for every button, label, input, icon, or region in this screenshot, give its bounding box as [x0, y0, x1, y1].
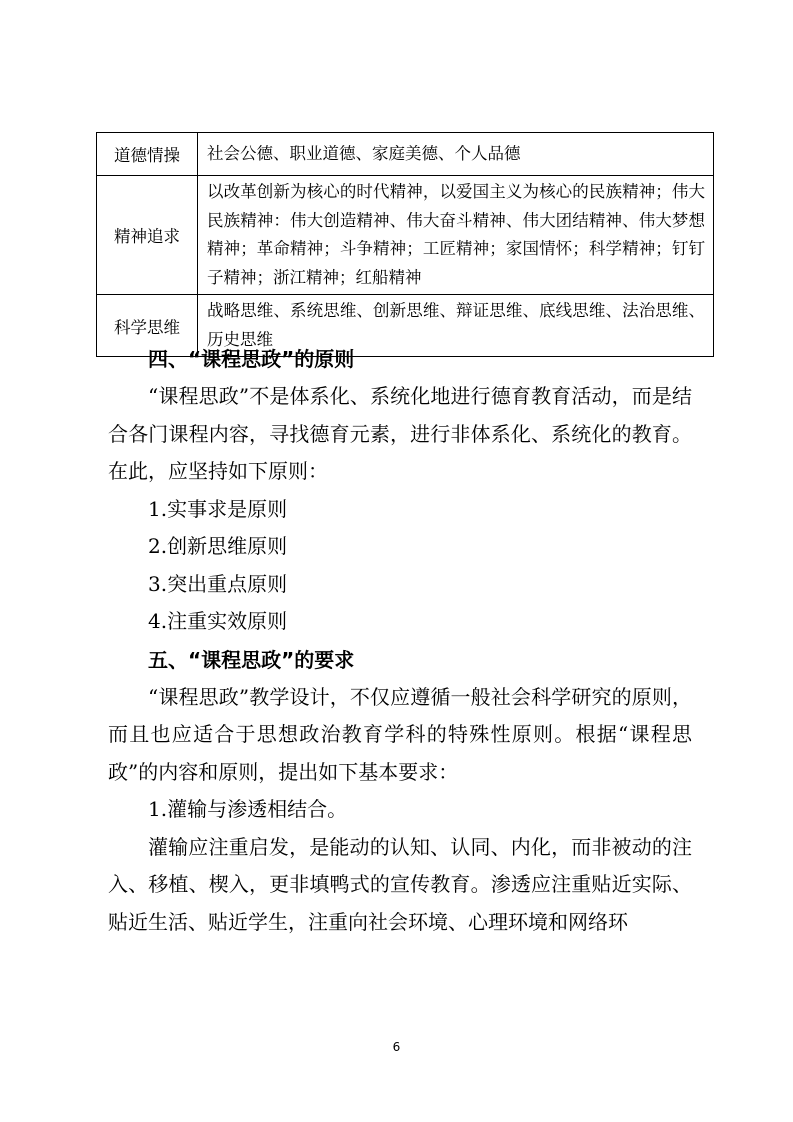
category-cell: 科学思维 — [97, 295, 198, 357]
table-row — [97, 133, 714, 176]
content-cell: 战略思维、系统思维、创新思维、辩证思维、底线思维、法治思维、历史思维 — [198, 295, 714, 357]
content-cell: 社会公德、职业道德、家庭美德、个人品德 — [198, 133, 714, 176]
paragraph: “课程思政”教学设计，不仅应遵循一般社会科学研究的原则，而且也应适合于思想政治教育学科的特殊性原则。根据“课程思政”的内容和原则，提出如下基本要求： — [108, 684, 692, 784]
category-cell: 道德情操 — [97, 133, 198, 176]
values-table — [96, 132, 714, 357]
list-item: 4.注重实效原则 — [148, 609, 288, 633]
list-item: 1.实事求是原则 — [148, 496, 288, 521]
list-item: 3.突出重点原则 — [148, 571, 288, 596]
page-number: 6 — [392, 1040, 401, 1054]
list-item: 2.创新思维原则 — [148, 534, 288, 558]
list-item: 1.灌输与渗透相结合。 — [148, 797, 348, 821]
category-cell: 精神追求 — [97, 176, 198, 295]
section-heading: 四、“课程思政”的原则 — [148, 347, 355, 371]
table-row — [97, 176, 714, 295]
content-cell: 以改革创新为核心的时代精神，以爱国主义为核心的民族精神；伟大民族精神：伟大创造精神、伟大奋斗精神、伟大团结精神、伟大梦想精神；革命精神；斗争精神；工匠精神；家国情怀；科学精神；钉钉子精神；浙江精神；红船精神 — [198, 176, 714, 295]
paragraph: 灌输应注重启发，是能动的认知、认同、内化，而非被动的注入、移植、楔入，更非填鸭式的宣传教育。渗透应注重贴近实际、贴近生活、贴近学生，注重向社会环境、心理环境和网络环 — [108, 834, 692, 934]
paragraph: “课程思政”不是体系化、系统化地进行德育教育活动，而是结合各门课程内容，寻找德育元素，进行非体系化、系统化的教育。在此，应坚持如下原则： — [108, 384, 692, 483]
section-heading: 五、“课程思政”的要求 — [148, 647, 355, 672]
body-text — [108, 340, 692, 941]
